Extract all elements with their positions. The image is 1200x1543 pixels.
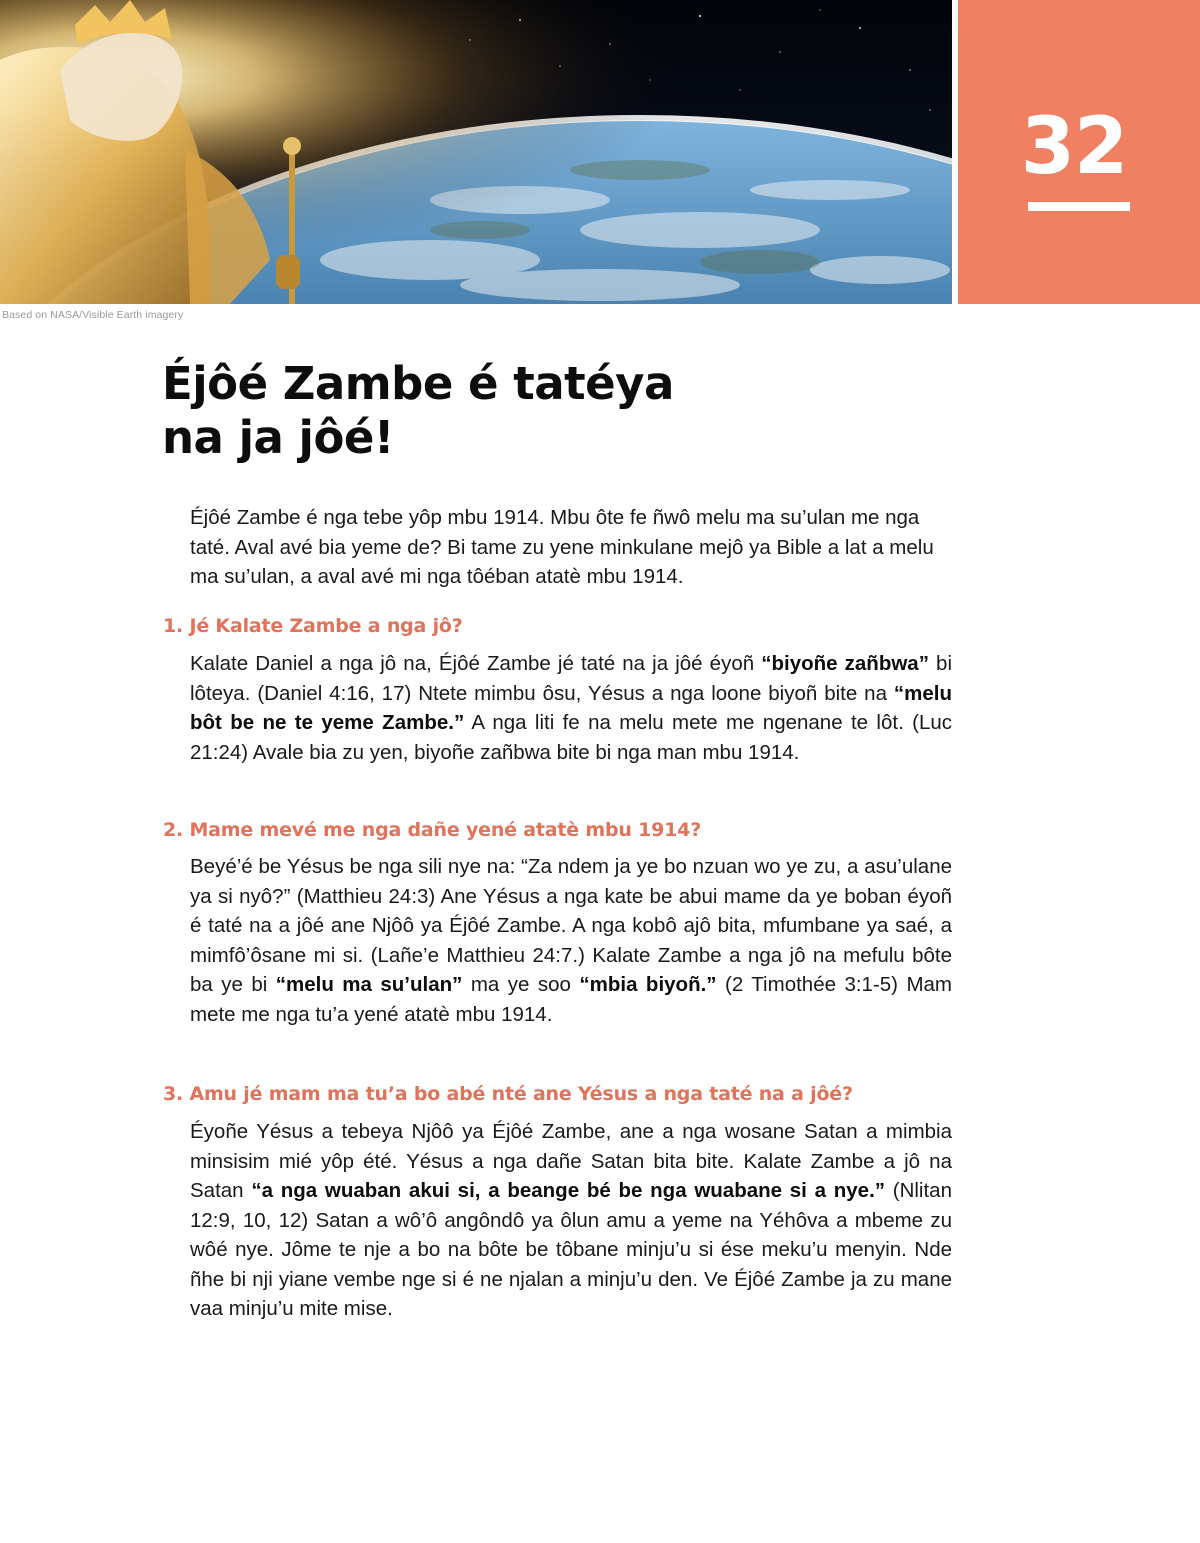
lesson-number-box [958,0,1200,304]
answer-paragraph-1 [190,649,952,767]
intro-paragraph: Éjôé Zambe é nga tebe yôp mbu 1914. Mbu ôte fe ñwô melu ma su’ulan me nga taté. Aval avé bia yeme de? Bi tame zu yene minkulane mejô ya Bible a lat a melu ma su’ulan, a aval avé mi nga tôéban atatè mbu 1914. [190,506,934,588]
hero-illustration [0,0,952,304]
answer-2-quote-1: “melu ma su’ulan” [275,973,463,996]
answer-1-part-3: A nga liti fe na melu mete me ngenane te lôt. (Luc 21:24) Avale bia zu yen, biyoñe zañbwa bite bi nga man mbu 1914. [190,711,953,764]
answer-2-part-3: (2 Timothée 3:1-5) Mam mete me nga tu’a yené atatè mbu 1914. [190,973,952,1026]
page-title [162,357,862,465]
question-heading-2: 2. Mame mevé me nga dañe yené atatè mbu 1914? [163,819,702,841]
answer-1-quote-2: “melu bôt be ne te yeme Zambe.” [190,681,952,734]
answer-1-part-1: Kalate Daniel a nga jô na, Éjôé Zambe jé taté na ja jôé éyoñ [190,652,762,675]
answer-2-quote-2: “mbia biyoñ.” [579,973,717,996]
answer-paragraph-2 [190,852,952,1029]
title-line-1: Éjôé Zambe é tatéya [162,357,674,410]
answer-3-part-2: (Nlitan 12:9, 10, 12) Satan a wô’ô angôndô ya ôlun amu a yeme na Yéhôva a mbeme zu wôé nye. Jôme te nje a bo na bôte be tôbane minju’u si ése meku’u menyin. Nde ñhe bi nji yiane vembe nge si é ne njalan a minju’u den. Ve Éjôé Zambe ja zu mane vaa minju’u mite mise. [190,1179,952,1320]
title-line-2: na ja jôé! [162,411,394,464]
answer-3-part-1: Éyoñe Yésus a tebeya Njôô ya Éjôé Zambe, ane a nga wosane Satan a mimbia minsisim mié yôp été. Yésus a nga dañe Satan bita bite. Kalate Zambe a jô na Satan [190,1120,952,1202]
image-credit: Based on NASA/Visible Earth imagery [2,309,184,321]
answer-1-quote-1: “biyoñe zañbwa” [761,652,929,675]
answer-2-part-1: Beyé’é be Yésus be nga sili nye na: “Za ndem ja ye bo nzuan wo ye zu, a asu’ulane ya si nyô?” (Matthieu 24:3) Ane Yésus a nga kate be abui mame da ye boban éyoñ é taté na a jôé ane Njôô ya Éjôé Zambe. A nga kobô ajô bita, mfumbane ya saé, a mimfô’ôsane mi si. (Lañe’e Matthieu 24:7.) Kalate Zambe a nga jô na mefulu bôte ba ye bi [190,855,952,996]
answer-1-part-2: bi lôteya. (Daniel 4:16, 17) Ntete mimbu ôsu, Yésus a nga loone biyoñ bite na [190,652,953,705]
lesson-number: 32 [1020,102,1128,192]
question-heading-3: 3. Amu jé mam ma tu’a bo abé nté ane Yésus a nga taté na a jôé? [163,1083,853,1105]
answer-paragraph-3 [190,1117,952,1324]
question-heading-1: 1. Jé Kalate Zambe a nga jô? [163,615,463,637]
answer-3-quote-1: “a nga wuaban akui si, a beange bé be nga wuabane si a nye.” [251,1179,886,1202]
answer-2-part-2: ma ye soo [462,973,580,996]
hero-image [0,0,952,304]
lesson-underline [1028,202,1130,211]
